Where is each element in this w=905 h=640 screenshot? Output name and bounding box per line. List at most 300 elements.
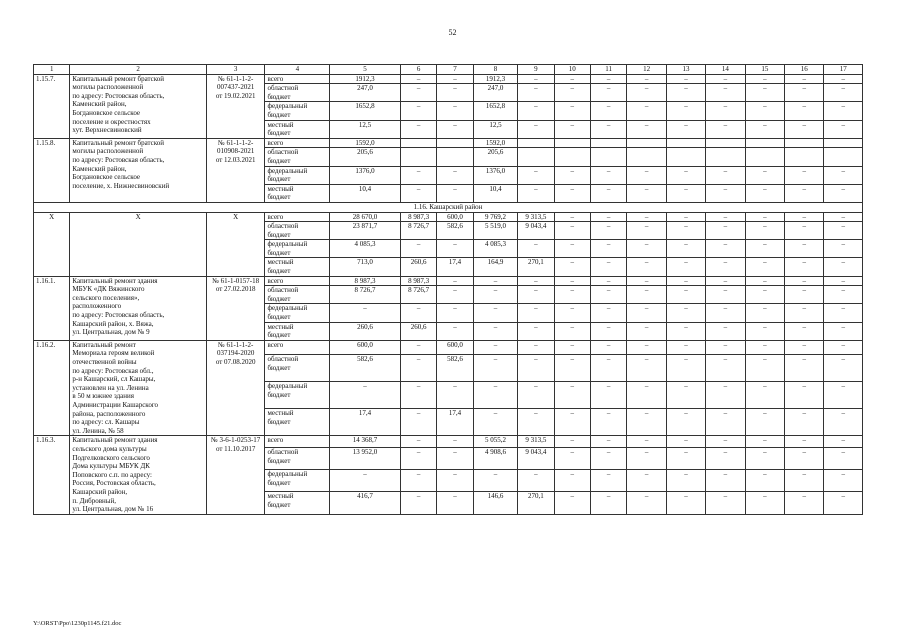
value-cell: – — [666, 184, 705, 202]
value-cell — [666, 138, 705, 148]
value-cell: – — [706, 166, 745, 184]
value-cell: – — [437, 448, 473, 470]
column-header: 11 — [590, 65, 626, 75]
value-cell: 260,6 — [330, 322, 401, 340]
value-cell: – — [824, 382, 863, 409]
value-cell: – — [824, 120, 863, 138]
column-header: 4 — [265, 65, 330, 75]
table-row — [34, 138, 863, 148]
value-cell: – — [590, 84, 626, 102]
value-cell: – — [745, 102, 784, 120]
value-cell — [824, 138, 863, 148]
value-cell — [745, 138, 784, 148]
value-cell: – — [400, 102, 436, 120]
value-cell: – — [518, 286, 554, 304]
value-cell: – — [518, 409, 554, 436]
budget-type: федеральный бюджет — [265, 470, 330, 492]
value-cell: – — [745, 355, 784, 382]
value-cell: – — [785, 322, 824, 340]
value-cell: – — [745, 492, 784, 514]
value-cell: – — [706, 120, 745, 138]
value-cell: 1652,8 — [330, 102, 401, 120]
item-name: Капитальный ремонт здания сельского дома культуры Подгелковского сельского Дома культуры МБУК ДК Поповского с.п. по адресу: Россия, Ростовская область, Кашарский район, п. Дибровный, ул. Центральная, дом № 16 — [70, 436, 206, 514]
value-cell: 12,5 — [330, 120, 401, 138]
value-cell: – — [745, 276, 784, 286]
value-cell: – — [554, 436, 590, 448]
value-cell: – — [627, 492, 666, 514]
value-cell: – — [330, 470, 401, 492]
item-name: Капитальный ремонт братской могилы расположенной по адресу: Ростовская область, Каменский район, Богдановское сельское поселение, х. Нижнесвиновский — [70, 138, 206, 202]
column-header: 8 — [473, 65, 517, 75]
value-cell: – — [554, 355, 590, 382]
value-cell: – — [554, 286, 590, 304]
value-cell: – — [785, 340, 824, 354]
column-header: 9 — [518, 65, 554, 75]
value-cell — [627, 138, 666, 148]
value-cell — [785, 148, 824, 166]
value-cell: – — [824, 322, 863, 340]
value-cell: 164,9 — [473, 258, 517, 276]
value-cell: 9 043,4 — [518, 222, 554, 240]
value-cell: – — [518, 382, 554, 409]
column-header: 12 — [627, 65, 666, 75]
value-cell: – — [400, 492, 436, 514]
value-cell: – — [627, 240, 666, 258]
value-cell: 8 987,3 — [330, 276, 401, 286]
value-cell: 713,0 — [330, 258, 401, 276]
value-cell — [824, 148, 863, 166]
value-cell: – — [627, 355, 666, 382]
value-cell: 9 043,4 — [518, 448, 554, 470]
value-cell: 12,5 — [473, 120, 517, 138]
value-cell: – — [400, 120, 436, 138]
value-cell — [554, 138, 590, 148]
value-cell: – — [785, 120, 824, 138]
value-cell: – — [590, 492, 626, 514]
item-name: Х — [70, 212, 206, 276]
value-cell: – — [706, 448, 745, 470]
value-cell: – — [745, 448, 784, 470]
budget-type: местный бюджет — [265, 120, 330, 138]
value-cell: – — [745, 436, 784, 448]
value-cell: – — [824, 436, 863, 448]
value-cell: – — [706, 184, 745, 202]
section-title: 1.16. Кашарский район — [34, 202, 863, 212]
budget-type: местный бюджет — [265, 492, 330, 514]
value-cell: – — [785, 492, 824, 514]
value-cell: 270,1 — [518, 258, 554, 276]
value-cell: – — [745, 322, 784, 340]
value-cell — [554, 148, 590, 166]
value-cell: – — [824, 166, 863, 184]
value-cell: – — [745, 84, 784, 102]
value-cell: – — [824, 212, 863, 222]
value-cell: – — [554, 222, 590, 240]
value-cell: – — [590, 74, 626, 84]
value-cell: – — [590, 258, 626, 276]
value-cell: – — [745, 222, 784, 240]
value-cell: 8 726,7 — [400, 222, 436, 240]
value-cell: – — [554, 74, 590, 84]
value-cell: – — [554, 184, 590, 202]
value-cell: – — [590, 240, 626, 258]
value-cell: – — [745, 166, 784, 184]
value-cell: – — [554, 382, 590, 409]
budget-type: федеральный бюджет — [265, 102, 330, 120]
column-header: 15 — [745, 65, 784, 75]
value-cell: 23 871,7 — [330, 222, 401, 240]
item-number: 1.16.1. — [34, 276, 70, 340]
value-cell: 8 987,3 — [400, 276, 436, 286]
value-cell: – — [627, 286, 666, 304]
value-cell: – — [627, 258, 666, 276]
budget-type: областной бюджет — [265, 84, 330, 102]
value-cell: 582,6 — [437, 222, 473, 240]
value-cell: – — [666, 102, 705, 120]
value-cell: – — [824, 355, 863, 382]
item-code: № 61-1-1-2- 010908-2021 от 12.03.2021 — [206, 138, 265, 202]
budget-type: федеральный бюджет — [265, 304, 330, 322]
value-cell: – — [785, 304, 824, 322]
value-cell: – — [785, 212, 824, 222]
value-cell: – — [627, 74, 666, 84]
value-cell — [785, 138, 824, 148]
budget-type: федеральный бюджет — [265, 240, 330, 258]
value-cell: – — [706, 222, 745, 240]
value-cell: – — [400, 84, 436, 102]
value-cell: – — [627, 470, 666, 492]
value-cell: – — [437, 382, 473, 409]
value-cell: – — [666, 470, 705, 492]
value-cell: 4 085,3 — [473, 240, 517, 258]
value-cell: 416,7 — [330, 492, 401, 514]
value-cell: 1376,0 — [330, 166, 401, 184]
value-cell: – — [666, 240, 705, 258]
value-cell: – — [554, 258, 590, 276]
value-cell: – — [473, 304, 517, 322]
value-cell: – — [330, 304, 401, 322]
value-cell: – — [824, 222, 863, 240]
value-cell: – — [745, 409, 784, 436]
value-cell — [437, 138, 473, 148]
value-cell: – — [590, 102, 626, 120]
value-cell: – — [785, 240, 824, 258]
value-cell: – — [518, 276, 554, 286]
value-cell: – — [824, 276, 863, 286]
column-header: 10 — [554, 65, 590, 75]
value-cell: – — [824, 448, 863, 470]
value-cell: – — [706, 322, 745, 340]
value-cell: – — [400, 184, 436, 202]
value-cell: – — [473, 276, 517, 286]
value-cell: – — [706, 340, 745, 354]
value-cell: 5 055,2 — [473, 436, 517, 448]
value-cell: 13 952,0 — [330, 448, 401, 470]
value-cell: – — [590, 382, 626, 409]
value-cell: – — [400, 74, 436, 84]
table-row — [34, 340, 863, 354]
item-code: № 61-1-0157-18 от 27.02.2018 — [206, 276, 265, 340]
value-cell: – — [745, 184, 784, 202]
budget-table — [33, 64, 863, 515]
value-cell: – — [666, 382, 705, 409]
table-row — [34, 436, 863, 448]
value-cell — [706, 148, 745, 166]
value-cell: 9 313,5 — [518, 212, 554, 222]
value-cell: – — [745, 258, 784, 276]
value-cell: – — [400, 382, 436, 409]
value-cell: – — [627, 120, 666, 138]
value-cell: – — [518, 166, 554, 184]
value-cell: 600,0 — [330, 340, 401, 354]
value-cell: – — [824, 74, 863, 84]
column-header: 13 — [666, 65, 705, 75]
value-cell: 9 769,2 — [473, 212, 517, 222]
section-row — [34, 202, 863, 212]
value-cell: – — [706, 355, 745, 382]
value-cell: – — [666, 84, 705, 102]
value-cell: – — [554, 322, 590, 340]
value-cell: – — [627, 222, 666, 240]
value-cell — [627, 148, 666, 166]
value-cell: – — [745, 120, 784, 138]
value-cell: – — [627, 448, 666, 470]
value-cell: 205,6 — [330, 148, 401, 166]
value-cell — [666, 148, 705, 166]
value-cell: – — [590, 304, 626, 322]
value-cell: – — [706, 304, 745, 322]
budget-type: областной бюджет — [265, 148, 330, 166]
budget-type: федеральный бюджет — [265, 382, 330, 409]
value-cell: 8 987,3 — [400, 212, 436, 222]
value-cell: – — [554, 409, 590, 436]
value-cell: 17,4 — [437, 258, 473, 276]
value-cell: – — [785, 355, 824, 382]
column-header: 5 — [330, 65, 401, 75]
value-cell: – — [785, 448, 824, 470]
column-header: 17 — [824, 65, 863, 75]
value-cell: – — [437, 240, 473, 258]
value-cell: – — [518, 355, 554, 382]
value-cell: 17,4 — [330, 409, 401, 436]
value-cell: – — [554, 340, 590, 354]
value-cell: – — [473, 409, 517, 436]
value-cell: – — [473, 470, 517, 492]
value-cell: – — [400, 409, 436, 436]
value-cell: – — [554, 212, 590, 222]
column-header: 14 — [706, 65, 745, 75]
value-cell: – — [518, 74, 554, 84]
value-cell: – — [824, 492, 863, 514]
value-cell: – — [785, 382, 824, 409]
file-path-footer: Y:\ORST\Ppo\1230p1145.f21.doc — [33, 620, 122, 627]
item-number: Х — [34, 212, 70, 276]
value-cell: – — [706, 276, 745, 286]
value-cell: – — [437, 470, 473, 492]
value-cell: 9 313,5 — [518, 436, 554, 448]
item-code: № 61-1-1-2- 007437-2021 от 19.02.2021 — [206, 74, 265, 138]
value-cell: – — [518, 84, 554, 102]
value-cell: – — [627, 184, 666, 202]
value-cell: 205,6 — [473, 148, 517, 166]
value-cell: – — [437, 184, 473, 202]
budget-type: всего — [265, 74, 330, 84]
value-cell: – — [785, 166, 824, 184]
value-cell: – — [785, 184, 824, 202]
value-cell: – — [706, 409, 745, 436]
value-cell: – — [745, 212, 784, 222]
value-cell — [590, 138, 626, 148]
value-cell: – — [706, 84, 745, 102]
value-cell: – — [627, 84, 666, 102]
column-header: 6 — [400, 65, 436, 75]
value-cell: – — [400, 304, 436, 322]
table-row — [34, 276, 863, 286]
value-cell: – — [437, 286, 473, 304]
value-cell: 247,0 — [330, 84, 401, 102]
value-cell: 1652,8 — [473, 102, 517, 120]
budget-type: всего — [265, 340, 330, 354]
value-cell — [745, 148, 784, 166]
value-cell: – — [400, 340, 436, 354]
value-cell: – — [554, 240, 590, 258]
budget-type: всего — [265, 436, 330, 448]
value-cell: – — [473, 382, 517, 409]
value-cell: – — [785, 258, 824, 276]
value-cell: – — [400, 166, 436, 184]
value-cell — [518, 138, 554, 148]
value-cell: 582,6 — [330, 355, 401, 382]
value-cell: – — [400, 240, 436, 258]
value-cell: – — [437, 102, 473, 120]
value-cell: 1592,0 — [330, 138, 401, 148]
value-cell: – — [666, 304, 705, 322]
value-cell: – — [627, 382, 666, 409]
value-cell: – — [785, 276, 824, 286]
value-cell: – — [400, 448, 436, 470]
item-code: № 3-6-1-0253-17 от 11.10.2017 — [206, 436, 265, 514]
item-number: 1.15.7. — [34, 74, 70, 138]
item-name: Капитальный ремонт здания МБУК «ДК Вяжинского сельского поселения», расположенного по адресу: Ростовская область, Кашарский район, х. Вяжа, ул. Центральная, дом № 9 — [70, 276, 206, 340]
value-cell: – — [473, 286, 517, 304]
value-cell — [400, 148, 436, 166]
value-cell: – — [666, 340, 705, 354]
value-cell: – — [627, 322, 666, 340]
value-cell: – — [824, 409, 863, 436]
value-cell: – — [554, 304, 590, 322]
value-cell: – — [785, 222, 824, 240]
value-cell: – — [518, 304, 554, 322]
value-cell: – — [627, 436, 666, 448]
column-header: 16 — [785, 65, 824, 75]
value-cell: – — [627, 340, 666, 354]
value-cell: – — [706, 102, 745, 120]
value-cell: – — [666, 222, 705, 240]
value-cell: – — [627, 212, 666, 222]
value-cell: – — [824, 240, 863, 258]
value-cell: – — [824, 84, 863, 102]
budget-type: местный бюджет — [265, 322, 330, 340]
value-cell: – — [590, 212, 626, 222]
value-cell: – — [590, 448, 626, 470]
value-cell: – — [437, 436, 473, 448]
value-cell: – — [824, 102, 863, 120]
value-cell: – — [745, 304, 784, 322]
value-cell: – — [627, 304, 666, 322]
value-cell: – — [590, 222, 626, 240]
value-cell: 247,0 — [473, 84, 517, 102]
budget-type: всего — [265, 212, 330, 222]
value-cell: – — [785, 74, 824, 84]
value-cell: – — [590, 184, 626, 202]
value-cell: – — [554, 84, 590, 102]
value-cell: – — [706, 436, 745, 448]
item-name: Капитальный ремонт братской могилы расположенной по адресу: Ростовская область, Каменский район, Богдановское сельское поселение и окрестностях хут. Верхнесвиновский — [70, 74, 206, 138]
value-cell: – — [706, 492, 745, 514]
value-cell: 10,4 — [473, 184, 517, 202]
value-cell: 582,6 — [437, 355, 473, 382]
value-cell: – — [706, 470, 745, 492]
value-cell: – — [785, 286, 824, 304]
value-cell: – — [666, 322, 705, 340]
value-cell: 1376,0 — [473, 166, 517, 184]
value-cell: – — [627, 166, 666, 184]
budget-type: областной бюджет — [265, 355, 330, 382]
value-cell: – — [554, 120, 590, 138]
value-cell: – — [785, 470, 824, 492]
value-cell: – — [518, 120, 554, 138]
value-cell: – — [824, 286, 863, 304]
item-code: Х — [206, 212, 265, 276]
value-cell: – — [824, 304, 863, 322]
value-cell: – — [437, 322, 473, 340]
value-cell: – — [706, 240, 745, 258]
value-cell: – — [706, 212, 745, 222]
value-cell: – — [330, 382, 401, 409]
value-cell: 146,6 — [473, 492, 517, 514]
value-cell: 270,1 — [518, 492, 554, 514]
value-cell: 1592,0 — [473, 138, 517, 148]
value-cell — [518, 148, 554, 166]
value-cell — [706, 138, 745, 148]
budget-type: областной бюджет — [265, 222, 330, 240]
value-cell: 8 726,7 — [400, 286, 436, 304]
value-cell: – — [666, 409, 705, 436]
value-cell: – — [785, 102, 824, 120]
value-cell: – — [473, 322, 517, 340]
value-cell: – — [745, 382, 784, 409]
value-cell: – — [590, 166, 626, 184]
column-header: 1 — [34, 65, 70, 75]
value-cell: – — [437, 84, 473, 102]
value-cell: 4 085,3 — [330, 240, 401, 258]
table-row — [34, 212, 863, 222]
value-cell: – — [706, 286, 745, 304]
value-cell: 10,4 — [330, 184, 401, 202]
value-cell: – — [590, 355, 626, 382]
value-cell: 5 519,0 — [473, 222, 517, 240]
value-cell: – — [824, 470, 863, 492]
value-cell: – — [554, 276, 590, 286]
header-row — [34, 65, 863, 75]
value-cell: – — [518, 322, 554, 340]
value-cell: – — [627, 409, 666, 436]
value-cell: 600,0 — [437, 212, 473, 222]
value-cell: – — [518, 470, 554, 492]
value-cell: 1912,3 — [330, 74, 401, 84]
value-cell: – — [400, 436, 436, 448]
budget-type: всего — [265, 276, 330, 286]
